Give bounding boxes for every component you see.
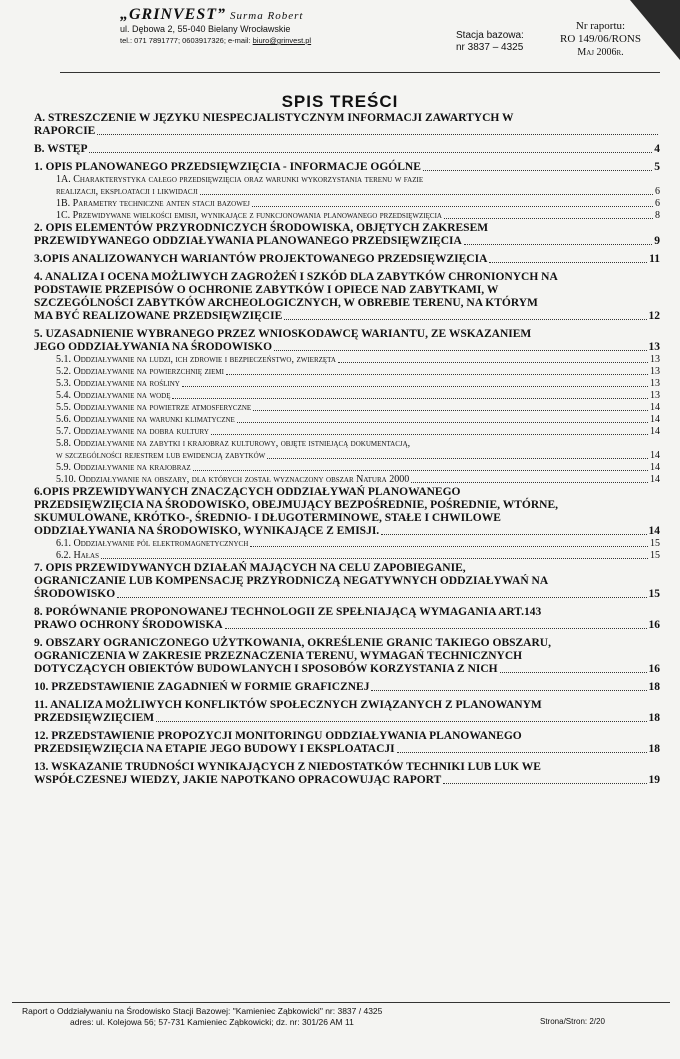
footer-rule: [12, 1002, 670, 1003]
toc-entry-8-cont: PRAWO OCHRONY ŚRODOWISKA 16: [34, 619, 660, 631]
toc-entry-1a-cont: realizacji, eksploatacji i likwidacji 6: [56, 186, 660, 197]
toc-entry-6: 6.OPIS PRZEWIDYWANYCH ZNACZĄCYCH ODDZIAŁYWAŃ PLANOWANEGO: [34, 486, 461, 498]
toc-entry-12: 12. PRZEDSTAWIENIE PROPOZYCJI MONITORINGU ODDZIAŁYWANIA PLANOWANEGO: [34, 730, 522, 742]
toc-entry-4: 4. ANALIZA I OCENA MOŻLIWYCH ZAGROŻEŃ I SZKÓD DLA ZABYTKÓW CHRONIONYCH NA: [34, 271, 558, 283]
toc-entry-6-2: 6.2. Hałas 15: [56, 550, 660, 561]
company-email: biuro@grinvest.pl: [252, 36, 312, 45]
toc-entry-13: 13. WSKAZANIE TRUDNOŚCI WYNIKAJĄCYCH Z NIEDOSTATKÓW TECHNIKI LUB LUK WE: [34, 761, 541, 773]
table-of-contents: [34, 112, 660, 787]
toc-entry-7-line2: OGRANICZANIE LUB KOMPENSACJĘ PRZYRODNICZĄ NEGATYWNYCH ODDZIAŁYWAŃ NA: [34, 575, 549, 587]
toc-entry-b: B. WSTĘP 4: [34, 143, 660, 155]
toc-entry-4-line2: PODSTAWIE PRZEPISÓW O OCHRONIE ZABYTKÓW I OPIECE NAD ZABYTKAMI, W: [34, 284, 499, 296]
toc-entry-5-8: 5.8. Oddziaływanie na zabytki i krajobraz kulturowy, objęte istniejącą dokumentacją,: [56, 438, 411, 449]
toc-entry-6-line2: PRZEDSIĘWZIĘCIA NA ŚRODOWISKO, OBEJMUJĄCY BEZPOŚREDNIE, POŚREDNIE, WTÓRNE,: [34, 499, 558, 511]
toc-entry-10: 10. PRZEDSTAWIENIE ZAGADNIEŃ W FORMIE GRAFICZNEJ 18: [34, 681, 660, 693]
toc-entry-5-cont: JEGO ODDZIAŁYWANIA NA ŚRODOWISKO 13: [34, 341, 660, 353]
toc-entry-5-8-cont: w szczególności rejestrem lub ewidencją zabytków 14: [56, 450, 660, 461]
toc-entry-5: 5. UZASADNIENIE WYBRANEGO PRZEZ WNIOSKODAWCĘ WARIANTU, ZE WSKAZANIEM: [34, 328, 532, 340]
toc-entry-1c: 1C. Przewidywane wielkości emisji, wynikające z funkcjonowania planowanego przedsięwzięcia 8: [56, 210, 660, 221]
toc-entry-a: A. STRESZCZENIE W JĘZYKU NIESPECJALISTYCZNYM INFORMACJI ZAWARTYCH W: [34, 112, 514, 124]
toc-entry-7: 7. OPIS PRZEWIDYWANYCH DZIAŁAŃ MAJĄCYCH NA CELU ZAPOBIEGANIE,: [34, 562, 466, 574]
toc-entry-12-cont: PRZEDSIĘWZIĘCIA NA ETAPIE JEGO BUDOWY I EKSPLOATACJI 18: [34, 743, 660, 755]
letterhead: [120, 6, 660, 76]
company-name: „GRINVEST” Surma Robert: [120, 6, 304, 23]
report-info: Nr raportu: RO 149/06/RONS Maj 2006r.: [560, 20, 641, 58]
toc-entry-5-7: 5.7. Oddziaływanie na dobra kultury 14: [56, 426, 660, 437]
company-contact: tel.: 071 7891777; 0603917326; e-mail: biuro@grinvest.pl: [120, 36, 312, 45]
toc-entry-9: 9. OBSZARY OGRANICZONEGO UŻYTKOWANIA, OKREŚLENIE GRANIC TAKIEGO OBSZARU,: [34, 637, 551, 649]
toc-entry-5-5: 5.5. Oddziaływanie na powietrze atmosferyczne 14: [56, 402, 660, 413]
toc-entry-2-cont: PRZEWIDYWANEGO ODDZIAŁYWANIA PLANOWANEGO PRZEDSIĘWZIĘCIA 9: [34, 235, 660, 247]
toc-entry-1: 1. OPIS PLANOWANEGO PRZEDSIĘWZIĘCIA - INFORMACJE OGÓLNE 5: [34, 161, 660, 173]
toc-entry-5-9: 5.9. Oddziaływanie na krajobraz 14: [56, 462, 660, 473]
company-owner: Surma Robert: [230, 10, 304, 22]
toc-entry-6-line3: SKUMULOWANE, KRÓTKO-, ŚREDNIO- I DŁUGOTERMINOWE, STAŁE I CHWILOWE: [34, 512, 501, 524]
toc-entry-4-cont: MA BYĆ REALIZOWANE PRZEDSIĘWZIĘCIE 12: [34, 310, 660, 322]
station-info: Stacja bazowa: nr 3837 – 4325: [456, 30, 524, 53]
header-rule: [60, 72, 660, 73]
toc-entry-5-10: 5.10. Oddziaływanie na obszary, dla których został wyznaczony obszar Natura 2000 14: [56, 474, 660, 485]
company-address: ul. Dębowa 2, 55-040 Bielany Wrocławskie: [120, 24, 291, 34]
toc-entry-5-3: 5.3. Oddziaływanie na rośliny 13: [56, 378, 660, 389]
toc-entry-2: 2. OPIS ELEMENTÓW PRZYRODNICZYCH ŚRODOWISKA, OBJĘTYCH ZAKRESEM: [34, 222, 489, 234]
toc-entry-4-line3: SZCZEGÓLNOŚCI ZABYTKÓW ARCHEOLOGICZNYCH, W OBREBIE TERENU, NA KTÓRYM: [34, 297, 538, 309]
toc-entry-5-1: 5.1. Oddziaływanie na ludzi, ich zdrowie i bezpieczeństwo, zwierzęta 13: [56, 354, 660, 365]
toc-entry-1a: 1A. Charakterystyka całego przedsięwzięcia oraz warunki wykorzystania terenu w fazie: [56, 174, 424, 185]
toc-entry-6-cont: ODDZIAŁYWANIA NA ŚRODOWISKO, WYNIKAJĄCE Z EMISJI. 14: [34, 525, 660, 537]
toc-entry-9-line2: OGRANICZENIA W ZAKRESIE PRZEZNACZENIA TERENU, WYMAGAŃ TECHNICZNYCH: [34, 650, 523, 662]
page-number: Strona/Stron: 2/20: [540, 1017, 605, 1026]
toc-entry-8: 8. PORÓWNANIE PROPONOWANEJ TECHNOLOGII ZE SPEŁNIAJĄCĄ WYMAGANIA ART.143: [34, 606, 542, 618]
toc-entry-5-4: 5.4. Oddziaływanie na wodę 13: [56, 390, 660, 401]
page-footer: [0, 1002, 680, 1027]
toc-entry-9-cont: DOTYCZĄCYCH OBIEKTÓW BUDOWLANYCH I SPOSOBÓW KORZYSTANIA Z NICH 16: [34, 663, 660, 675]
toc-entry-5-6: 5.6. Oddziaływanie na warunki klimatyczne 14: [56, 414, 660, 425]
toc-entry-3: 3.OPIS ANALIZOWANYCH WARIANTÓW PROJEKTOWANEGO PRZEDSIĘWZIĘCIA 11: [34, 253, 660, 265]
toc-entry-5-2: 5.2. Oddziaływanie na powierzchnię ziemi 13: [56, 366, 660, 377]
footer-address: adres: ul. Kolejowa 56; 57-731 Kamieniec Ząbkowicki; dz. nr: 301/26 AM 11: [70, 1017, 354, 1027]
toc-entry-6-1: 6.1. Oddziaływanie pól elektromagnetycznych 15: [56, 538, 660, 549]
toc-entry-11: 11. ANALIZA MOŻLIWYCH KONFLIKTÓW SPOŁECZNYCH ZWIĄZANYCH Z PLANOWANYM: [34, 699, 542, 711]
toc-entry-11-cont: PRZEDSIĘWZIĘCIEM 18: [34, 712, 660, 724]
toc-entry-13-cont: WSPÓŁCZESNEJ WIEDZY, JAKIE NAPOTKANO OPRACOWUJĄC RAPORT 19: [34, 774, 660, 786]
toc-entry-1b: 1B. Parametry techniczne anten stacji bazowej 6: [56, 198, 660, 209]
footer-report-title: Raport o Oddziaływaniu na Środowisko Stacji Bazowej: "Kamieniec Ząbkowicki" nr: 3837 / 4325: [22, 1006, 383, 1016]
page-title: SPIS TREŚCI: [281, 92, 399, 111]
toc-entry-a-cont: RAPORCIE: [34, 125, 660, 138]
toc-entry-7-cont: ŚRODOWISKO 15: [34, 588, 660, 600]
